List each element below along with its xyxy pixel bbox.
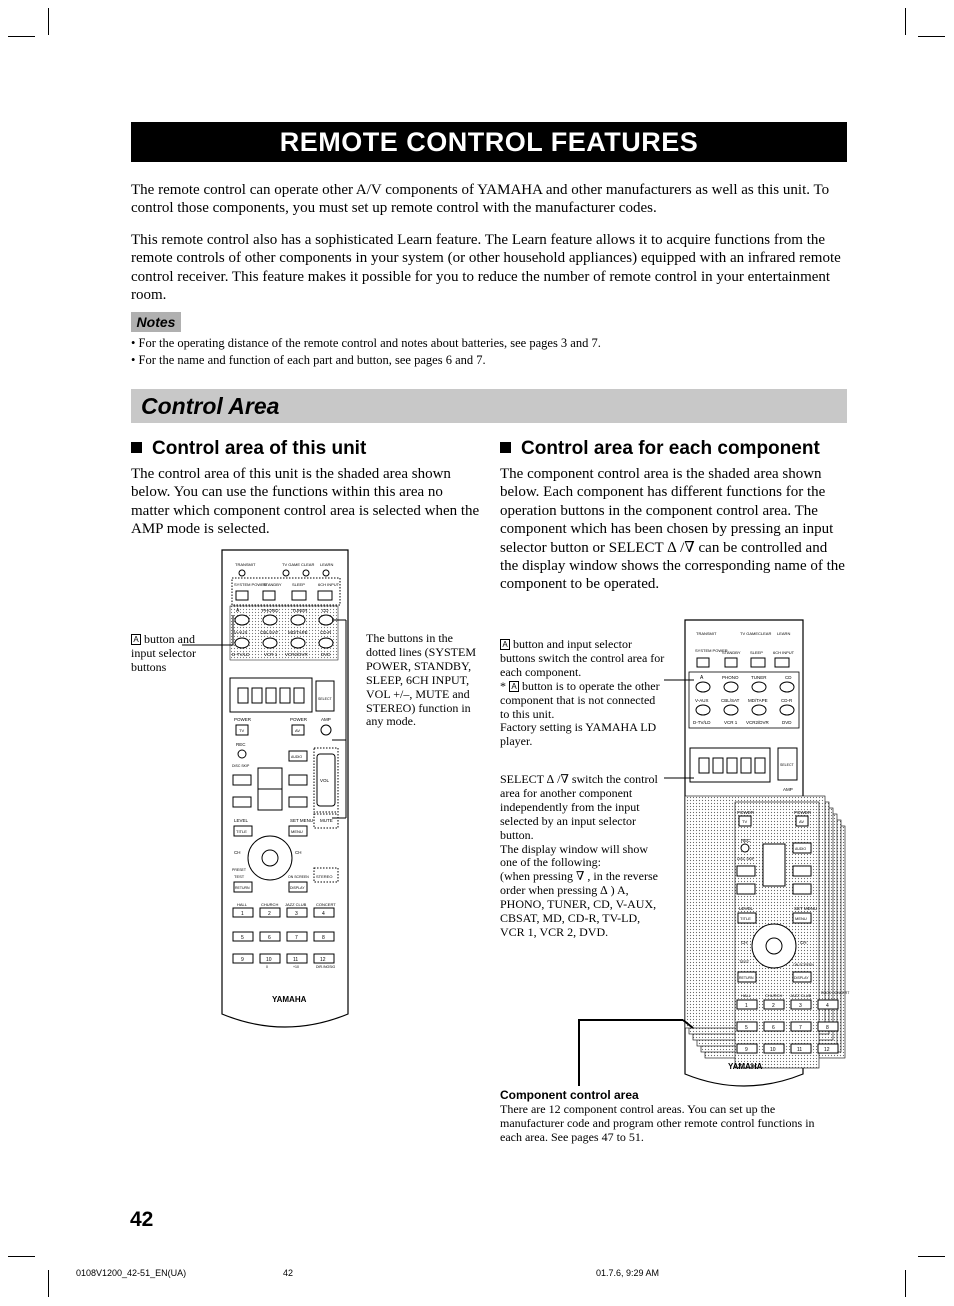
svg-text:YAMAHA: YAMAHA: [272, 995, 307, 1004]
svg-text:CH: CH: [741, 940, 748, 945]
svg-text:CLEAR: CLEAR: [758, 631, 772, 636]
a-button-icon: A: [131, 634, 141, 645]
svg-text:2: 2: [772, 1003, 775, 1009]
callout-dotted-buttons: The buttons in the dotted lines (SYSTEM POWER, STANDBY, SLEEP, 6CH INPUT, VOL +/–, MUTE and STEREO) function in any mode.: [366, 631, 476, 729]
svg-text:TV: TV: [742, 819, 748, 824]
svg-text:CD: CD: [785, 675, 792, 680]
svg-text:10: 10: [266, 957, 272, 963]
footer-file: 0108V1200_42-51_EN(UA): [76, 1268, 187, 1278]
heading-unit-control-area: Control area of this unit: [131, 438, 366, 460]
svg-text:CD-R: CD-R: [320, 630, 332, 635]
svg-text:D-TV/LD: D-TV/LD: [693, 720, 711, 725]
svg-text:SYSTEM POWER: SYSTEM POWER: [234, 582, 267, 587]
svg-text:TV GAME: TV GAME: [282, 562, 301, 567]
svg-text:STANDBY: STANDBY: [263, 582, 282, 587]
svg-text:6: 6: [268, 935, 271, 941]
svg-text:TUNER: TUNER: [751, 675, 767, 680]
square-bullet-icon: [500, 442, 511, 453]
svg-text:RETURN: RETURN: [235, 886, 250, 890]
svg-text:TEST: TEST: [739, 959, 750, 964]
svg-text:TV: TV: [239, 728, 245, 733]
svg-text:VCR2/DVR: VCR2/DVR: [746, 720, 769, 725]
component-area-description: The component control area is the shaded area shown below. Each component has different functions for the operation buttons in the component control area. The component which has been chosen by pressing an input selector button or SELECT ∆ /∇ can be controlled and the display window shows the corresponding name of the component to be operated.: [500, 466, 845, 593]
crop-mark: [8, 36, 35, 37]
heading-component-control-area: Control area for each component: [500, 438, 820, 460]
svg-text:DISPLAY: DISPLAY: [290, 886, 305, 890]
crop-mark: [918, 1256, 945, 1257]
svg-text:TITLE: TITLE: [236, 829, 247, 834]
svg-text:MENU: MENU: [795, 916, 807, 921]
svg-text:REC: REC: [741, 838, 751, 843]
svg-text:4: 4: [826, 1003, 829, 1009]
svg-text:REC: REC: [236, 742, 246, 747]
svg-text:SLEEP: SLEEP: [750, 650, 763, 655]
svg-text:HALL: HALL: [237, 902, 248, 907]
square-bullet-icon: [131, 442, 142, 453]
svg-text:CONCERT: CONCERT: [316, 902, 336, 907]
svg-text:CHURCH: CHURCH: [765, 993, 783, 998]
svg-text:PHONO: PHONO: [722, 675, 739, 680]
svg-text:CD: CD: [322, 608, 329, 613]
notes-label: Notes: [131, 312, 181, 332]
svg-text:0: 0: [266, 965, 268, 969]
a-button-icon: A: [509, 681, 519, 692]
svg-text:MUTE: MUTE: [320, 818, 333, 823]
svg-text:VCR 1: VCR 1: [724, 720, 738, 725]
note-item: • For the operating distance of the remote control and notes about batteries, see pages 3 and 7.: [131, 336, 601, 350]
svg-text:POWER: POWER: [737, 810, 755, 815]
svg-text:MENU: MENU: [291, 829, 303, 834]
svg-text:PRESET: PRESET: [232, 868, 247, 872]
svg-text:TUNER: TUNER: [292, 608, 308, 613]
svg-text:8: 8: [826, 1025, 829, 1031]
unit-area-description: The control area of this unit is the shaded area shown below. You can use the functions within this area no matter which component control area is selected when the AMP mode is selected.: [131, 466, 480, 538]
svg-text:9: 9: [241, 957, 244, 963]
crop-mark: [905, 1270, 906, 1297]
intro-paragraph: This remote control also has a sophisticated Learn feature. The Learn feature allows it to acquire functions from the remote controls of other components in your system (or other household appliances) equipped with an infrared remote control receiver. This feature makes it possible for you to reduce the number of remote control in your entertainment room.: [131, 232, 841, 304]
svg-text:5: 5: [745, 1025, 748, 1031]
svg-text:DISC SKIP: DISC SKIP: [232, 764, 250, 768]
svg-text:6CH INPUT: 6CH INPUT: [318, 582, 340, 587]
crop-mark: [918, 36, 945, 37]
svg-text:8: 8: [322, 935, 325, 941]
svg-text:YAMAHA: YAMAHA: [728, 1062, 763, 1071]
svg-text:CHURCH: CHURCH: [261, 902, 279, 907]
section-title: Control Area: [131, 389, 847, 423]
svg-text:POWER: POWER: [794, 810, 812, 815]
callout-select: SELECT ∆ /∇ switch the control area for another component independently from the input selected by an input selector button. The display window will show one of the following: (when pressing ∇ , in the reverse order when pressing ∆ ) A, PHONO, TUNER, CD, V-AUX, CBSAT, MD, CD-R, TV-LD, VCR 1, VCR 2, DVD.: [500, 772, 658, 939]
svg-text:SET MENU: SET MENU: [794, 906, 818, 911]
callout-lines-right: [660, 640, 700, 790]
svg-text:AV: AV: [799, 819, 805, 824]
svg-text:9: 9: [745, 1047, 748, 1053]
crop-mark: [48, 1270, 49, 1297]
svg-text:POWER: POWER: [234, 717, 252, 722]
svg-text:DIR./NOSIG: DIR./NOSIG: [316, 965, 336, 969]
svg-text:1: 1: [241, 911, 244, 917]
callout-a-switch: A button and input selector buttons switch the control area for each component. * A button is to operate the other component that is not connected to this unit. Factory setting is YAMAHA LD player.: [500, 637, 665, 749]
page-number: 42: [130, 1208, 154, 1231]
svg-text:AUDIO: AUDIO: [291, 755, 303, 759]
svg-text:AMP: AMP: [783, 787, 793, 792]
svg-text:VCR 1: VCR 1: [264, 652, 278, 657]
footer-date: 01.7.6, 9:29 AM: [596, 1268, 660, 1278]
svg-text:TITLE: TITLE: [740, 916, 751, 921]
svg-text:+10: +10: [293, 965, 299, 969]
svg-text:LEVEL: LEVEL: [739, 906, 754, 911]
svg-text:3: 3: [799, 1003, 802, 1009]
svg-text:1: 1: [745, 1003, 748, 1009]
svg-text:MD/TAPE: MD/TAPE: [748, 698, 768, 703]
svg-text:LEARN: LEARN: [777, 631, 791, 636]
svg-text:12: 12: [824, 1047, 830, 1053]
crop-mark: [48, 8, 49, 35]
svg-text:TRANSMIT: TRANSMIT: [696, 631, 717, 636]
svg-text:VOL: VOL: [320, 778, 330, 783]
svg-text:ROCK CONCERT: ROCK CONCERT: [821, 991, 850, 995]
svg-text:CH: CH: [234, 850, 241, 855]
svg-text:PHONO: PHONO: [262, 608, 279, 613]
svg-text:ON SCREEN: ON SCREEN: [793, 963, 814, 967]
note-item: • For the name and function of each part and button, see pages 6 and 7.: [131, 353, 486, 367]
svg-text:11: 11: [797, 1047, 803, 1053]
svg-text:V-AUX: V-AUX: [234, 630, 248, 635]
svg-text:JAZZ CLUB: JAZZ CLUB: [790, 993, 812, 998]
svg-text:CBL/SAT: CBL/SAT: [260, 630, 279, 635]
svg-text:V-AUX: V-AUX: [695, 698, 709, 703]
svg-text:11: 11: [293, 957, 299, 963]
svg-text:STANDBY: STANDBY: [722, 650, 741, 655]
svg-text:SELECT: SELECT: [318, 697, 332, 701]
svg-text:HALL: HALL: [741, 993, 752, 998]
svg-text:12: 12: [320, 957, 326, 963]
svg-text:TEST: TEST: [234, 874, 245, 879]
svg-text:SELECT: SELECT: [780, 763, 794, 767]
svg-text:TRANSMIT: TRANSMIT: [235, 562, 256, 567]
svg-text:A: A: [236, 608, 240, 614]
svg-text:RETURN: RETURN: [739, 976, 754, 980]
svg-text:SLEEP: SLEEP: [292, 582, 305, 587]
svg-text:A: A: [700, 675, 704, 681]
component-area-body: There are 12 component control areas. You can set up the manufacturer code and program other remote control functions in each area. See pages 47 to 51.: [500, 1102, 815, 1144]
svg-text:D-TV/LD: D-TV/LD: [232, 652, 250, 657]
svg-text:SET MENU: SET MENU: [290, 818, 314, 823]
svg-text:DISC SKIP: DISC SKIP: [737, 857, 755, 861]
intro-paragraph: The remote control can operate other A/V components of YAMAHA and other manufacturers as well as this unit. To control those components, you must set up remote control with the manufacturer codes.: [131, 182, 830, 217]
callout-lines-left: [180, 590, 370, 830]
svg-text:3: 3: [295, 911, 298, 917]
svg-text:CH: CH: [800, 940, 807, 945]
svg-text:10: 10: [770, 1047, 776, 1053]
svg-text:POWER: POWER: [290, 717, 308, 722]
svg-text:SYSTEM POWER: SYSTEM POWER: [695, 648, 728, 653]
svg-text:CLEAR: CLEAR: [301, 562, 315, 567]
svg-text:7: 7: [799, 1025, 802, 1031]
svg-text:4: 4: [322, 911, 325, 917]
svg-text:AMP: AMP: [321, 717, 331, 722]
svg-text:LEVEL: LEVEL: [234, 818, 249, 823]
svg-text:AUDIO: AUDIO: [795, 847, 807, 851]
svg-text:6: 6: [772, 1025, 775, 1031]
crop-mark: [905, 8, 906, 35]
svg-text:CD-R: CD-R: [781, 698, 793, 703]
svg-text:DVD: DVD: [782, 720, 792, 725]
svg-text:CBL/SAT: CBL/SAT: [721, 698, 740, 703]
a-button-icon: A: [500, 639, 510, 650]
svg-text:VCR2/DVR: VCR2/DVR: [285, 652, 308, 657]
svg-text:5: 5: [241, 935, 244, 941]
callout-a-button: A button and input selector buttons: [131, 632, 196, 674]
svg-text:DISPLAY: DISPLAY: [794, 976, 809, 980]
svg-text:JAZZ CLUB: JAZZ CLUB: [285, 902, 307, 907]
svg-text:CH: CH: [295, 850, 302, 855]
svg-text:ON SCREEN: ON SCREEN: [288, 875, 309, 879]
component-area-heading: Component control area: [500, 1088, 639, 1102]
svg-text:DVD: DVD: [321, 652, 331, 657]
footer-page: 42: [283, 1268, 294, 1278]
remote-diagram-component: [575, 616, 850, 1096]
crop-mark: [8, 1256, 35, 1257]
svg-text:TV GAME: TV GAME: [740, 631, 759, 636]
svg-text:AV: AV: [295, 728, 301, 733]
svg-text:2: 2: [268, 911, 271, 917]
svg-text:STEREO: STEREO: [316, 874, 333, 879]
svg-text:6CH INPUT: 6CH INPUT: [773, 650, 795, 655]
page-title: REMOTE CONTROL FEATURES: [131, 122, 847, 162]
svg-text:7: 7: [295, 935, 298, 941]
svg-text:LEARN: LEARN: [320, 562, 334, 567]
svg-text:MD/TAPE: MD/TAPE: [288, 630, 308, 635]
